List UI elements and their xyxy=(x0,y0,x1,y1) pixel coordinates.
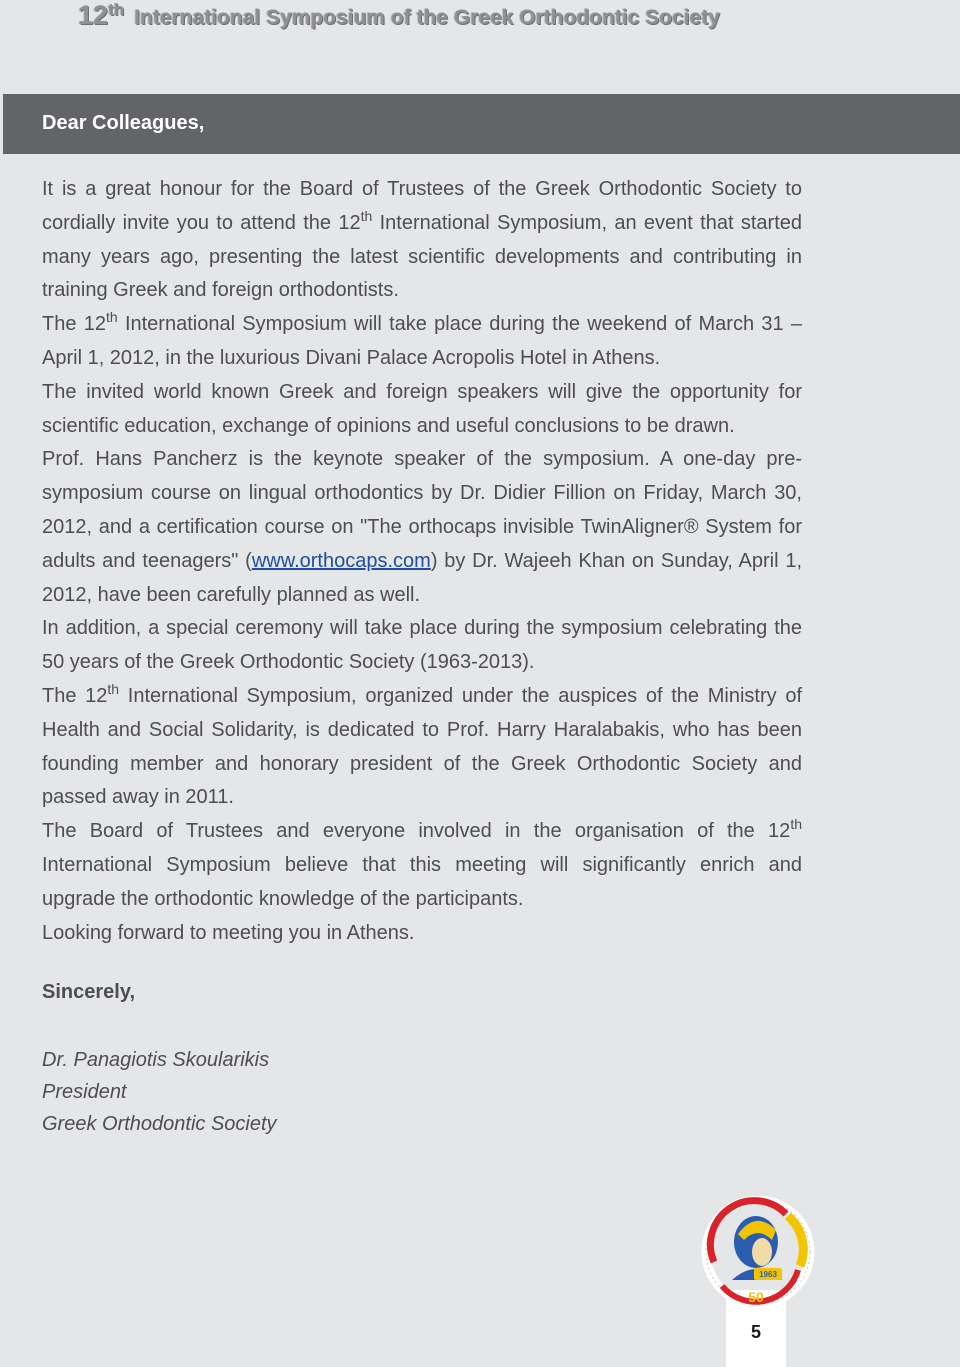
page-header-title xyxy=(78,0,720,31)
paragraph-invitation: It is a great honour for the Board of Trustees of the Greek Orthodontic Society to cordially invite you to attend the 12th International Symposium, an event that started many years ago, presenting the latest scientific developments and contributing in training Greek and foreign orthodontists. xyxy=(42,178,802,302)
header-symposium-number: 12th xyxy=(78,0,125,30)
seal-year: 1963 xyxy=(759,1270,777,1279)
page-number: 5 xyxy=(750,1322,761,1342)
header-symposium-name: International Symposium of the Greek Orthodontic Society xyxy=(134,6,720,29)
signatory-organization: Greek Orthodontic Society xyxy=(42,1113,277,1135)
paragraph-board: The Board of Trustees and everyone involved in the organisation of the 12th International Symposium believe that this meeting will significantly enrich and upgrade the orthodontic knowledge of the participants. xyxy=(42,816,802,910)
paragraph-date-venue: The 12th International Symposium will take place during the weekend of March 31 – April 1, 2012, in the luxurious Divani Palace Acropolis Hotel in Athens. xyxy=(42,309,802,369)
greeting-text: Dear Colleagues, xyxy=(42,112,205,134)
letter-body xyxy=(42,173,802,950)
seal-anniversary: 50 xyxy=(748,1289,764,1305)
signatory-name: Dr. Panagiotis Skoularikis xyxy=(42,1049,270,1071)
orthocaps-link[interactable]: www.orthocaps.com xyxy=(251,549,431,572)
paragraph-courses: Prof. Hans Pancherz is the keynote speaker of the symposium. A one-day pre-symposium course on lingual orthodontics by Dr. Didier Fillion on Friday, March 30, 2012, and a certification course on "The orthocaps invisible TwinAligner® System for adults and teenagers" (www.orthocaps.com) by Dr. Wajeeh Khan on Sunday, April 1, 2012, have been carefully planned as well. xyxy=(42,448,803,606)
closing-salutation: Sincerely, xyxy=(42,981,136,1003)
greeting-banner xyxy=(3,94,960,154)
society-seal-logo xyxy=(692,1196,822,1308)
paragraph-speakers: The invited world known Greek and foreign speakers will give the opportunity for scientific education, exchange of opinions and useful conclusions to be drawn. xyxy=(42,380,802,437)
paragraph-closing-line: Looking forward to meeting you in Athens. xyxy=(42,921,415,944)
signature-block xyxy=(42,1044,277,1140)
paragraph-dedication: The 12th International Symposium, organized under the auspices of the Ministry of Health and Social Solidarity, is dedicated to Prof. Harry Haralabakis, who has been founding member and honorary president of the Greek Orthodontic Society and passed away in 2011. xyxy=(42,680,802,809)
signatory-role: President xyxy=(42,1081,127,1103)
paragraph-ceremony: In addition, a special ceremony will take place during the symposium celebrating the 50 years of the Greek Orthodontic Society (1963-2013). xyxy=(42,617,802,674)
